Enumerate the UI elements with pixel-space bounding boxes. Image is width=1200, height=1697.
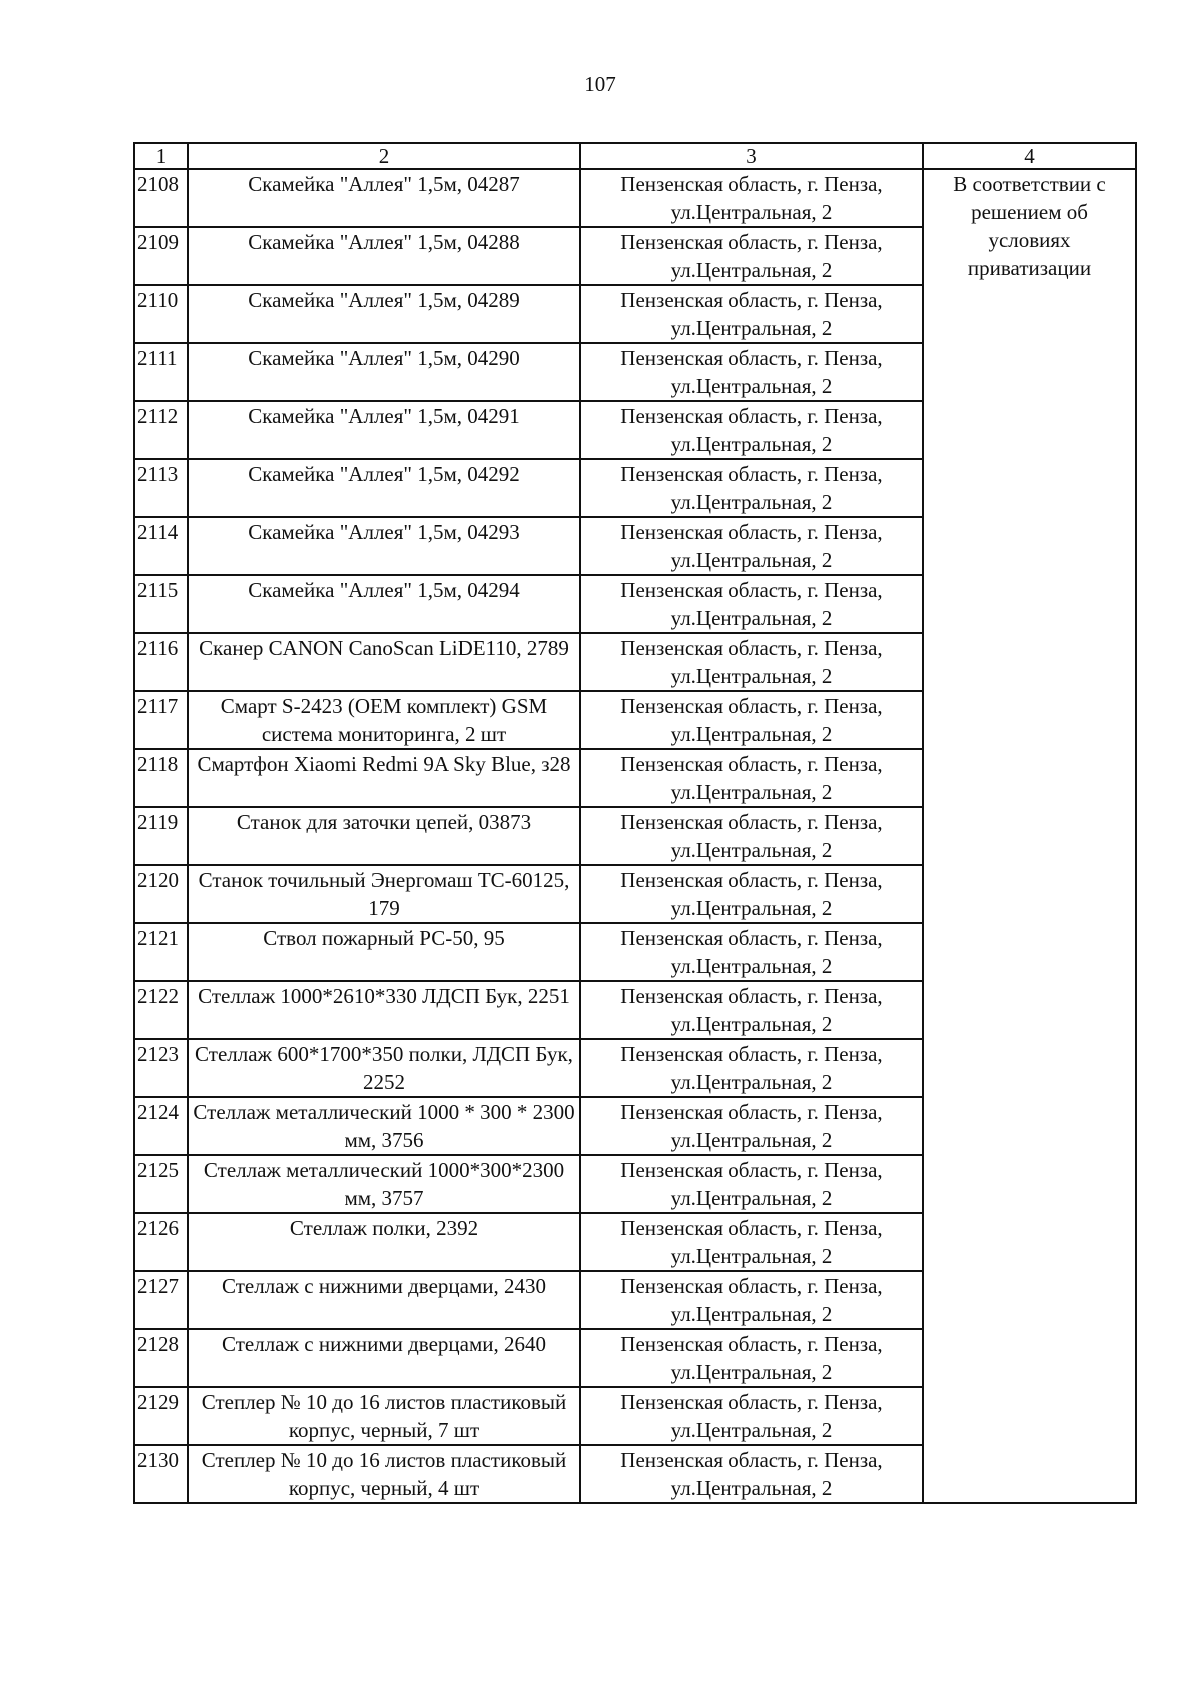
item-name: Ствол пожарный РС-50, 95 bbox=[188, 923, 580, 981]
privatization-condition: В соответствии с решением об условиях приватизации bbox=[923, 169, 1136, 1503]
row-number: 2110 bbox=[134, 285, 188, 343]
row-number: 2115 bbox=[134, 575, 188, 633]
item-address: Пензенская область, г. Пенза, ул.Центральная, 2 bbox=[580, 865, 923, 923]
row-number: 2124 bbox=[134, 1097, 188, 1155]
item-address: Пензенская область, г. Пенза, ул.Центральная, 2 bbox=[580, 1155, 923, 1213]
item-name: Степлер № 10 до 16 листов пластиковый корпус, черный, 4 шт bbox=[188, 1445, 580, 1503]
item-name: Смарт S-2423 (OEM комплект) GSM система мониторинга, 2 шт bbox=[188, 691, 580, 749]
item-address: Пензенская область, г. Пенза, ул.Центральная, 2 bbox=[580, 1213, 923, 1271]
row-number: 2129 bbox=[134, 1387, 188, 1445]
item-address: Пензенская область, г. Пенза, ул.Центральная, 2 bbox=[580, 575, 923, 633]
item-name: Стеллаж с нижними дверцами, 2430 bbox=[188, 1271, 580, 1329]
column-header-2: 2 bbox=[188, 143, 580, 169]
item-address: Пензенская область, г. Пенза, ул.Центральная, 2 bbox=[580, 981, 923, 1039]
row-number: 2112 bbox=[134, 401, 188, 459]
item-address: Пензенская область, г. Пенза, ул.Центральная, 2 bbox=[580, 517, 923, 575]
page-number: 107 bbox=[584, 72, 616, 96]
row-number: 2116 bbox=[134, 633, 188, 691]
item-name: Стеллаж полки, 2392 bbox=[188, 1213, 580, 1271]
item-name: Стеллаж металлический 1000*300*2300 мм, 3757 bbox=[188, 1155, 580, 1213]
item-address: Пензенская область, г. Пенза, ул.Центральная, 2 bbox=[580, 459, 923, 517]
header-row bbox=[134, 143, 1136, 169]
item-name: Стеллаж металлический 1000 * 300 * 2300 мм, 3756 bbox=[188, 1097, 580, 1155]
item-address: Пензенская область, г. Пенза, ул.Центральная, 2 bbox=[580, 1039, 923, 1097]
row-number: 2108 bbox=[134, 169, 188, 227]
table-body bbox=[134, 169, 1136, 1503]
row-number: 2127 bbox=[134, 1271, 188, 1329]
item-address: Пензенская область, г. Пенза, ул.Центральная, 2 bbox=[580, 749, 923, 807]
row-number: 2128 bbox=[134, 1329, 188, 1387]
row-number: 2130 bbox=[134, 1445, 188, 1503]
row-number: 2126 bbox=[134, 1213, 188, 1271]
column-header-1: 1 bbox=[134, 143, 188, 169]
item-name: Скамейка "Аллея" 1,5м, 04293 bbox=[188, 517, 580, 575]
row-number: 2111 bbox=[134, 343, 188, 401]
row-number: 2109 bbox=[134, 227, 188, 285]
item-address: Пензенская область, г. Пенза, ул.Центральная, 2 bbox=[580, 1329, 923, 1387]
item-name: Степлер № 10 до 16 листов пластиковый корпус, черный, 7 шт bbox=[188, 1387, 580, 1445]
item-name: Скамейка "Аллея" 1,5м, 04294 bbox=[188, 575, 580, 633]
item-name: Скамейка "Аллея" 1,5м, 04290 bbox=[188, 343, 580, 401]
item-address: Пензенская область, г. Пенза, ул.Центральная, 2 bbox=[580, 227, 923, 285]
row-number: 2122 bbox=[134, 981, 188, 1039]
item-address: Пензенская область, г. Пенза, ул.Центральная, 2 bbox=[580, 633, 923, 691]
row-number: 2114 bbox=[134, 517, 188, 575]
item-name: Стеллаж с нижними дверцами, 2640 bbox=[188, 1329, 580, 1387]
item-name: Скамейка "Аллея" 1,5м, 04292 bbox=[188, 459, 580, 517]
item-address: Пензенская область, г. Пенза, ул.Центральная, 2 bbox=[580, 807, 923, 865]
item-address: Пензенская область, г. Пенза, ул.Центральная, 2 bbox=[580, 923, 923, 981]
row-number: 2120 bbox=[134, 865, 188, 923]
column-header-4: 4 bbox=[923, 143, 1136, 169]
item-name: Стеллаж 600*1700*350 полки, ЛДСП Бук, 2252 bbox=[188, 1039, 580, 1097]
row-number: 2118 bbox=[134, 749, 188, 807]
row-number: 2121 bbox=[134, 923, 188, 981]
item-name: Стеллаж 1000*2610*330 ЛДСП Бук, 2251 bbox=[188, 981, 580, 1039]
item-name: Скамейка "Аллея" 1,5м, 04288 bbox=[188, 227, 580, 285]
item-name: Скамейка "Аллея" 1,5м, 04291 bbox=[188, 401, 580, 459]
item-name: Скамейка "Аллея" 1,5м, 04289 bbox=[188, 285, 580, 343]
item-address: Пензенская область, г. Пенза, ул.Центральная, 2 bbox=[580, 1097, 923, 1155]
row-number: 2113 bbox=[134, 459, 188, 517]
item-address: Пензенская область, г. Пенза, ул.Центральная, 2 bbox=[580, 285, 923, 343]
item-name: Станок для заточки цепей, 03873 bbox=[188, 807, 580, 865]
row-number: 2117 bbox=[134, 691, 188, 749]
table-row bbox=[134, 169, 1136, 227]
item-name: Сканер CANON CanoScan LiDE110, 2789 bbox=[188, 633, 580, 691]
item-address: Пензенская область, г. Пенза, ул.Центральная, 2 bbox=[580, 343, 923, 401]
item-address: Пензенская область, г. Пенза, ул.Центральная, 2 bbox=[580, 691, 923, 749]
row-number: 2125 bbox=[134, 1155, 188, 1213]
property-table bbox=[133, 142, 1137, 1504]
row-number: 2119 bbox=[134, 807, 188, 865]
item-address: Пензенская область, г. Пенза, ул.Центральная, 2 bbox=[580, 1387, 923, 1445]
item-name: Станок точильный Энергомаш ТС-60125, 179 bbox=[188, 865, 580, 923]
item-address: Пензенская область, г. Пенза, ул.Центральная, 2 bbox=[580, 401, 923, 459]
item-address: Пензенская область, г. Пенза, ул.Центральная, 2 bbox=[580, 169, 923, 227]
item-name: Скамейка "Аллея" 1,5м, 04287 bbox=[188, 169, 580, 227]
row-number: 2123 bbox=[134, 1039, 188, 1097]
item-address: Пензенская область, г. Пенза, ул.Центральная, 2 bbox=[580, 1271, 923, 1329]
item-name: Смартфон Xiaomi Redmi 9A Sky Blue, з28 bbox=[188, 749, 580, 807]
column-header-3: 3 bbox=[580, 143, 923, 169]
item-address: Пензенская область, г. Пенза, ул.Центральная, 2 bbox=[580, 1445, 923, 1503]
